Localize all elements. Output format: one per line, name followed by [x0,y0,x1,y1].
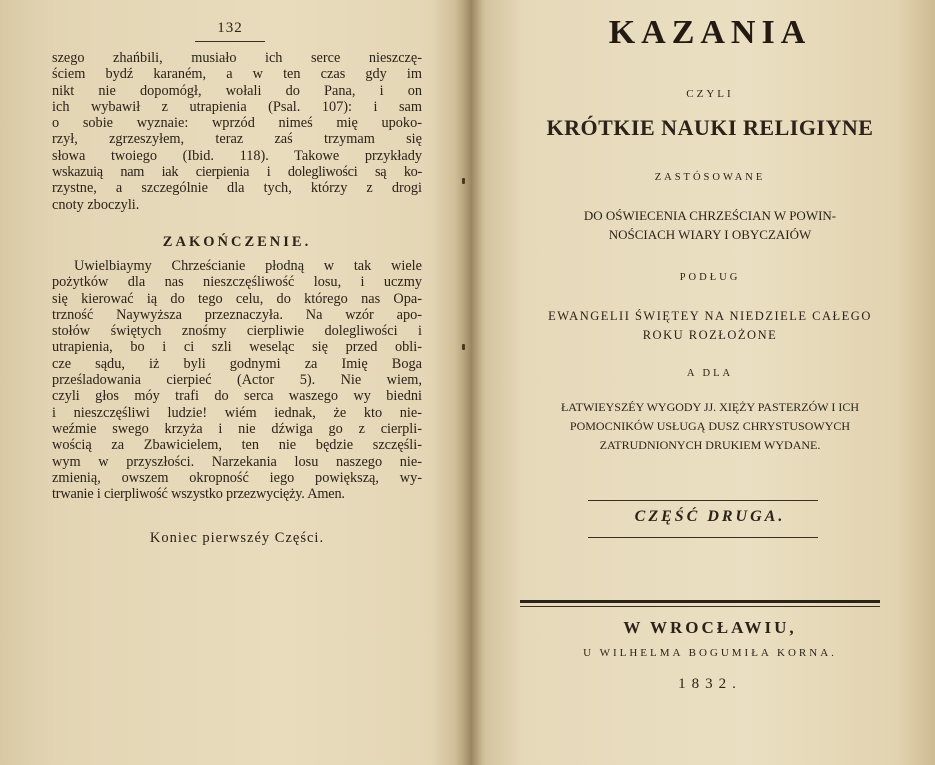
imprint-place: W WROCŁAWIU, [623,618,797,637]
text-line: ściem bydź karaném, a w ten czas gdy im [52,66,422,83]
text-line: o sobie wyznaie: wprzód nimeś mię upoko- [52,115,422,132]
page-blemish [462,178,465,184]
text-line: Uwielbiaymy Chrześcianie płodną w tak wiele [74,258,422,274]
text-line: się kierować ią do tego celu, do którego nas Opa- [52,290,422,307]
section-heading: ZAKOŃCZENIE. [162,234,312,250]
text-line: wym w przyszłości. Narzekania losu naszego nie- [52,453,422,470]
text-line: trzność Naywyższa przeznaczyła. Na wzór apo- [52,306,422,323]
text-line: utrapienia, bo i ci szli weseląc się przed obli- [52,339,422,356]
beneficiaries-text [510,398,910,455]
title-connector: CZYLI [686,88,734,100]
text-line: szego zhańbili, musiało ich serce nieszczę- [52,50,422,66]
text-line: stołów świętych znośmy cierpliwie dolegliwości i [52,323,422,340]
text-line: wością za Zbawicielem, ten nie będzie szczęśli- [52,437,422,454]
text-line: weźmie swego krzyża i nie dźwiga go z cierpli- [52,420,422,437]
text-line: słowa twoiego (Ibid. 118). Takowe przykłady [52,147,422,164]
book-title: KAZANIA [608,14,812,51]
end-note: Koniec pierwszéy Części. [149,530,325,546]
paragraph-conclusion [52,258,422,502]
title-page [470,0,935,765]
imprint-rule-thin [520,606,880,607]
text-line: trwanie i cierpliwość wszystko przezwycięży. Amen. [52,486,345,503]
applied-label: ZASTÓSOWANE [654,172,766,183]
text-line: cze sądu, iż byli godnymi za Imię Boga [52,355,422,372]
text-line: POMOCNIKÓW USŁUGĄ DUSZ CHRYSTUSOWYCH [569,419,851,433]
text-line: zmienią, owszem okropność iego powiększą, wy- [52,469,422,486]
text-line: nikt nie dopomógł, wołali do Pana, i on [52,82,422,99]
page-number: 132 [217,20,243,36]
page-blemish [462,344,465,350]
and-for-label: A DLA [686,368,734,379]
text-line: ROKU ROZŁOŻONE [642,328,778,342]
paragraph-top [52,50,422,213]
text-line: i nieszczęśliwi ludzie! wiém iednak, że kto nie- [52,404,422,421]
text-line: NOŚCIACH WIARY I OBYCZAIÓW [608,227,812,242]
text-line: ich wybawił z utrapienia (Psal. 107): i sam [52,98,422,115]
imprint-publisher: U WILHELMA BOGUMIŁA KORNA. [583,647,837,659]
text-line: pożytków dla nas nieszczęśliwość losu, i uczmy [52,274,422,291]
text-line: DO OŚWIECENIA CHRZEŚCIAN W POWIN- [583,208,837,223]
imprint-rule-thick [520,600,880,603]
part-label: CZĘŚĆ DRUGA. [634,508,786,525]
text-line: rzył, zgrzeszyłem, teraz zaś trzymam się [52,131,422,148]
purpose-text [510,206,910,244]
text-line: rzystne, a szczególnie dla tych, którzy z drogi [52,180,422,197]
text-line: ZATRUDNIONYCH DRUKIEM WYDANE. [599,438,821,452]
text-line: cnoty zboczyli. [52,196,140,213]
part-rule-top [588,500,818,501]
book-subtitle: KRÓTKIE NAUKI RELIGIYNE [546,115,874,140]
according-label: PODŁUG [679,272,741,283]
text-line: ŁATWIEYSZÉY WYGODY JJ. XIĘŻY PASTERZÓW I ICH [560,400,860,414]
page-number-rule [195,41,265,42]
gospel-text [510,307,910,345]
text-line: wskazuią nam iak cierpienia i dolegliwości są ko- [52,164,422,181]
part-rule-bottom [588,537,818,538]
text-line: czyli głos móy trafi do serca waszego wy biedni [52,388,422,405]
imprint-year: 1832. [678,676,742,692]
text-line: prześladowania cierpieć (Actor 5). Nie wiem, [52,372,422,389]
text-line: EWANGELII ŚWIĘTEY NA NIEDZIELE CAŁEGO [548,309,872,323]
